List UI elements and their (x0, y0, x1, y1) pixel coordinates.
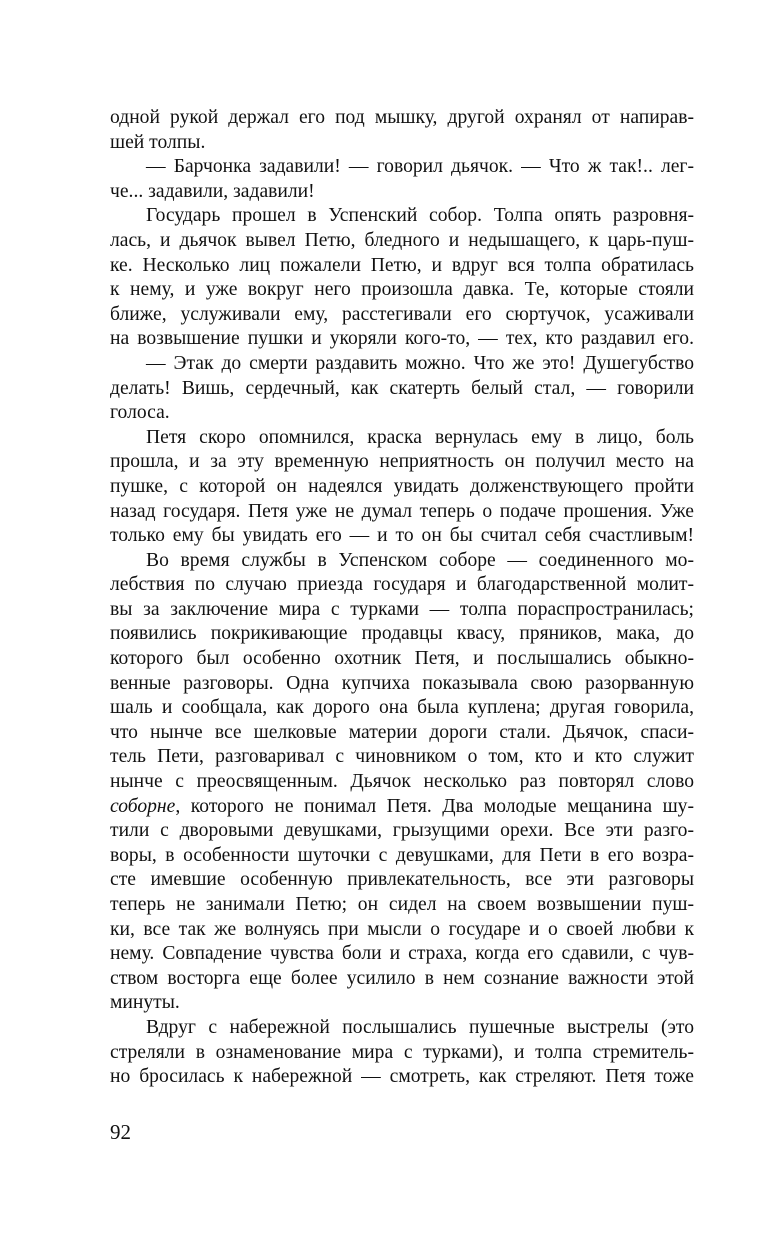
text-line: тили с дворовыми девушками, грызущими орехи. Все эти разго- (110, 820, 694, 842)
text-line: Государь прошел в Успенский собор. Толпа опять разровня- (146, 205, 694, 227)
text-line: Во время службы в Успенском соборе — соединенного мо- (146, 549, 694, 571)
text-line: ки, все так же волнуясь при мысли о государе и о своей любви к (110, 918, 694, 940)
text-line: появились покрикивающие продавцы квасу, пряников, мака, до (110, 623, 694, 645)
text-line: Петя скоро опомнился, краска вернулась ему в лицо, боль (146, 426, 694, 448)
text-line: но бросилась к набережной — смотреть, как стреляют. Петя тоже (110, 1066, 694, 1088)
text-line: к нему, и уже вокруг него произошла давка. Те, которые стояли (110, 279, 694, 301)
page-number: 92 (110, 1120, 131, 1144)
text-line: нему. Совпадение чувства боли и страха, когда его сдавили, с чув- (110, 943, 694, 965)
text-line: сте имевшие особенную привлекательность, все эти разговоры (110, 869, 694, 891)
text-line: вы за заключение мира с турками — толпа пораспространилась; (110, 598, 694, 620)
text-line: только ему бы увидать его — и то он бы считал себя счастливым! (110, 525, 694, 547)
text-page (110, 106, 694, 1090)
text-line: соборне, которого не понимал Петя. Два молодые мещанина шу- (110, 795, 694, 817)
text-line: стреляли в ознаменование мира с турками), и толпа стремитель- (110, 1041, 694, 1063)
text-line: тель Пети, разговаривал с чиновником о том, кто и кто служит (110, 746, 694, 768)
text-line: воры, в особенности шуточки с девушками, для Пети в его возра- (110, 844, 694, 866)
text-line: лась, и дьячок вывел Петю, бледного и недышащего, к царь-пуш- (110, 229, 694, 251)
text-line: прошла, и за эту временную неприятность он получил место на (110, 451, 694, 473)
text-line: ближе, услуживали ему, расстегивали его сюртучок, усаживали (110, 303, 694, 325)
text-line: ке. Несколько лиц пожалели Петю, и вдруг вся толпа обратилась (110, 254, 694, 276)
text-line: нынче с преосвященным. Дьячок несколько раз повторял слово (110, 771, 694, 793)
text-line: пушке, с которой он надеялся увидать долженствующего пройти (110, 475, 694, 497)
text-line: — Барчонка задавили! — говорил дьячок. — Что ж так!.. лег- (146, 156, 694, 178)
text-line: лебствия по случаю приезда государя и благодарственной молит- (110, 574, 694, 596)
text-line: голоса. (110, 402, 170, 424)
text-line: которого был особенно охотник Петя, и послышались обыкно- (110, 648, 694, 670)
text-line: Вдруг с набережной послышались пушечные выстрелы (это (146, 1016, 694, 1038)
text-line: минуты. (110, 992, 180, 1014)
text-line: венные разговоры. Одна купчиха показывала свою разорванную (110, 672, 694, 694)
text-line: одной рукой держал его под мышку, другой охранял от напирав- (110, 107, 694, 128)
text-line: назад государя. Петя уже не думал теперь о подаче прошения. Уже (110, 500, 694, 522)
text-line: шаль и сообщала, как дорого она была куплена; другая говорила, (110, 697, 694, 719)
text-line: ством восторга еще более усилило в нем сознание важности этой (110, 967, 694, 989)
text-line: делать! Вишь, сердечный, как скатерть белый стал, — говорили (110, 377, 694, 399)
text-line: шей толпы. (110, 131, 206, 153)
text-line: что нынче все шелковые материи дороги стали. Дьячок, спаси- (110, 721, 694, 743)
text-line: че... задавили, задавили! (110, 180, 315, 202)
text-line: — Этак до смерти раздавить можно. Что же это! Душегубство (146, 352, 694, 374)
text-line: на возвышение пушки и укоряли кого-то, — тех, кто раздавил его. (110, 328, 694, 350)
text-line: теперь не занимали Петю; он сидел на своем возвышении пуш- (110, 894, 694, 915)
